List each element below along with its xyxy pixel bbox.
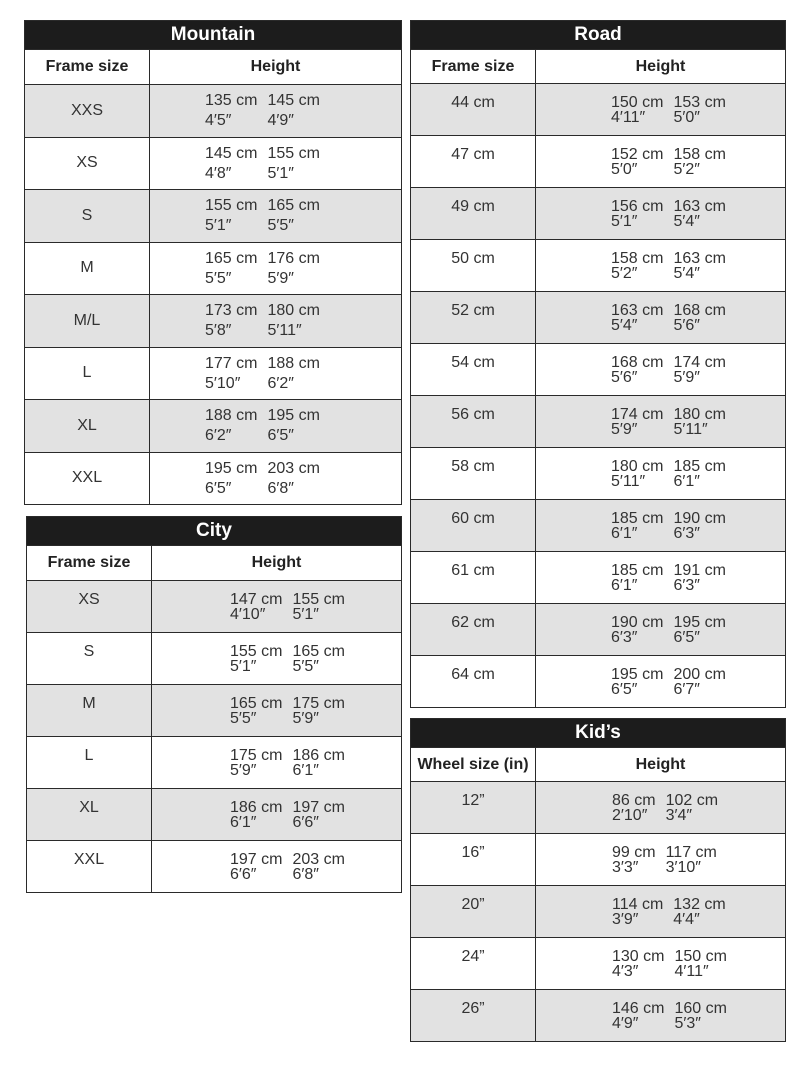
height-min-cm: 158 cm [611, 249, 664, 267]
height-min-cm: 173 cm [205, 302, 258, 320]
height-max-cm: 185 cm [673, 457, 726, 475]
height-min-ft: 4′10″ [230, 605, 266, 623]
kids-height-header: Height [536, 748, 786, 782]
height-min-ft: 6′5″ [205, 479, 232, 497]
height-max-cm: 195 cm [673, 613, 726, 631]
mountain-frame-size-header: Frame size [25, 50, 150, 85]
height-max-ft: 5′1″ [267, 164, 294, 182]
height-range-cell [536, 84, 786, 136]
kids-table-row [411, 886, 786, 938]
height-max-ft: 5′5″ [267, 217, 294, 235]
size-cell: 64 cm [411, 656, 536, 708]
height-min-cm: 195 cm [205, 459, 258, 477]
size-cell: XS [25, 137, 150, 190]
height-max-cm: 203 cm [292, 850, 345, 868]
size-cell: 54 cm [411, 344, 536, 396]
kids-table-row [411, 990, 786, 1042]
mountain-table-row [25, 242, 402, 295]
height-min-ft: 5′11″ [611, 472, 646, 490]
road-table-row [411, 240, 786, 292]
size-cell: S [27, 633, 152, 685]
road-frame-size-header: Frame size [411, 50, 536, 84]
height-min-ft: 5′1″ [230, 657, 257, 675]
height-min-ft: 5′5″ [230, 709, 257, 727]
mountain-table-row [25, 347, 402, 400]
height-range-cell [150, 190, 402, 243]
size-cell: 56 cm [411, 396, 536, 448]
height-max-ft: 3′4″ [665, 806, 693, 824]
height-max-cm: 155 cm [292, 590, 345, 608]
road-table-row [411, 448, 786, 500]
height-max-ft: 6′5″ [267, 427, 294, 445]
city-table-row [27, 789, 402, 841]
height-max-cm: 158 cm [673, 145, 726, 163]
size-cell: 16” [411, 834, 536, 886]
size-cell: XXL [25, 452, 150, 505]
height-max-ft: 5′0″ [673, 108, 700, 126]
size-cell: 62 cm [411, 604, 536, 656]
height-min-ft: 5′9″ [230, 761, 257, 779]
road-height-header: Height [536, 50, 786, 84]
height-max-cm: 155 cm [267, 144, 320, 162]
height-range-cell [150, 400, 402, 453]
height-min-cm: 195 cm [611, 665, 664, 683]
height-min-cm: 86 cm [612, 791, 656, 809]
height-range-cell [536, 834, 786, 886]
road-table-row [411, 552, 786, 604]
size-cell: XL [25, 400, 150, 453]
height-range-cell [150, 137, 402, 190]
height-range-cell [152, 737, 402, 789]
height-min-cm: 174 cm [611, 405, 664, 423]
height-max-ft: 6′8″ [267, 479, 294, 497]
height-max-cm: 163 cm [673, 249, 726, 267]
mountain-table-row [25, 85, 402, 138]
height-max-ft: 6′3″ [673, 576, 700, 594]
height-range-cell [536, 938, 786, 990]
height-min-cm: 185 cm [611, 509, 664, 527]
road-table-row [411, 188, 786, 240]
height-range-cell [536, 396, 786, 448]
mountain-table-row [25, 452, 402, 505]
height-min-ft: 4′8″ [205, 164, 232, 182]
height-range-cell [536, 886, 786, 938]
height-min-ft: 4′9″ [612, 1014, 639, 1032]
height-range-cell [150, 452, 402, 505]
height-min-cm: 130 cm [612, 947, 665, 965]
height-max-cm: 160 cm [674, 999, 727, 1017]
height-min-cm: 165 cm [230, 694, 283, 712]
height-max-ft: 5′1″ [292, 605, 319, 623]
height-max-cm: 153 cm [673, 93, 726, 111]
city-table-row [27, 737, 402, 789]
height-max-cm: 200 cm [673, 665, 726, 683]
road-table-row [411, 136, 786, 188]
mountain-size-table [24, 20, 402, 505]
height-range-cell [152, 581, 402, 633]
size-cell: 47 cm [411, 136, 536, 188]
height-min-ft: 6′1″ [611, 576, 638, 594]
height-max-cm: 203 cm [267, 459, 320, 477]
height-range-cell [536, 552, 786, 604]
mountain-table-row [25, 295, 402, 348]
height-min-cm: 150 cm [611, 93, 664, 111]
height-max-cm: 102 cm [665, 791, 719, 809]
height-min-cm: 175 cm [230, 746, 283, 764]
height-min-ft: 2′10″ [612, 806, 648, 824]
height-max-ft: 4′11″ [674, 962, 709, 980]
height-max-ft: 6′3″ [673, 524, 700, 542]
height-min-ft: 6′3″ [611, 628, 638, 646]
height-max-cm: 190 cm [673, 509, 726, 527]
height-max-ft: 6′7″ [673, 680, 700, 698]
height-max-ft: 5′9″ [673, 368, 700, 386]
height-min-cm: 155 cm [230, 642, 283, 660]
size-cell: XXL [27, 841, 152, 893]
height-max-cm: 188 cm [267, 354, 320, 372]
height-range-cell [152, 633, 402, 685]
height-range-cell [536, 240, 786, 292]
size-cell: 50 cm [411, 240, 536, 292]
height-max-cm: 180 cm [267, 302, 320, 320]
height-min-ft: 6′1″ [611, 524, 638, 542]
height-min-ft: 5′4″ [611, 316, 638, 334]
height-max-cm: 145 cm [267, 92, 320, 110]
height-max-ft: 6′8″ [292, 865, 319, 883]
height-range-cell [536, 188, 786, 240]
height-max-ft: 5′5″ [292, 657, 319, 675]
height-min-cm: 180 cm [611, 457, 664, 475]
road-table-row [411, 604, 786, 656]
height-min-cm: 99 cm [612, 843, 656, 861]
height-min-cm: 163 cm [611, 301, 664, 319]
city-table-row [27, 841, 402, 893]
height-range-cell [536, 344, 786, 396]
height-min-cm: 186 cm [230, 798, 283, 816]
height-min-cm: 165 cm [205, 249, 258, 267]
city-height-header: Height [152, 546, 402, 581]
height-max-cm: 174 cm [673, 353, 726, 371]
city-size-table [26, 516, 402, 893]
height-max-cm: 117 cm [665, 843, 717, 861]
height-max-cm: 186 cm [292, 746, 345, 764]
height-min-ft: 6′2″ [205, 427, 232, 445]
height-min-cm: 168 cm [611, 353, 664, 371]
height-max-ft: 5′2″ [673, 160, 700, 178]
height-max-ft: 5′3″ [674, 1014, 701, 1032]
kids-table-row [411, 938, 786, 990]
road-table-row [411, 344, 786, 396]
height-max-ft: 5′9″ [292, 709, 319, 727]
height-min-cm: 114 cm [612, 895, 664, 913]
height-max-cm: 180 cm [673, 405, 726, 423]
height-max-ft: 4′4″ [673, 910, 700, 928]
height-max-cm: 168 cm [673, 301, 726, 319]
height-max-cm: 191 cm [673, 561, 726, 579]
height-max-ft: 6′2″ [267, 374, 294, 392]
size-cell: 24” [411, 938, 536, 990]
size-cell: XXS [25, 85, 150, 138]
kids-size-table [410, 718, 786, 1042]
height-min-cm: 135 cm [205, 92, 258, 110]
height-min-ft: 3′3″ [612, 858, 639, 876]
road-table-row [411, 292, 786, 344]
height-min-ft: 5′10″ [205, 374, 241, 392]
height-max-cm: 150 cm [674, 947, 727, 965]
height-min-ft: 5′8″ [205, 322, 232, 340]
height-min-ft: 5′1″ [205, 217, 232, 235]
height-max-cm: 176 cm [267, 249, 320, 267]
height-min-cm: 147 cm [230, 590, 283, 608]
size-cell: S [25, 190, 150, 243]
city-frame-size-header: Frame size [27, 546, 152, 581]
height-range-cell [150, 347, 402, 400]
height-min-cm: 188 cm [205, 407, 258, 425]
height-max-ft: 5′6″ [673, 316, 700, 334]
height-max-ft: 5′4″ [673, 212, 700, 230]
height-min-ft: 4′11″ [611, 108, 646, 126]
road-table-row [411, 656, 786, 708]
height-min-ft: 5′1″ [611, 212, 638, 230]
height-min-cm: 152 cm [611, 145, 664, 163]
road-size-table [410, 20, 786, 708]
height-range-cell [150, 85, 402, 138]
height-min-ft: 3′9″ [612, 910, 639, 928]
height-min-ft: 6′5″ [611, 680, 638, 698]
height-max-cm: 197 cm [292, 798, 345, 816]
height-max-cm: 165 cm [267, 197, 320, 215]
size-cell: L [25, 347, 150, 400]
height-max-cm: 165 cm [292, 642, 345, 660]
size-cell: M [27, 685, 152, 737]
height-max-ft: 4′9″ [267, 112, 294, 130]
height-max-ft: 5′11″ [673, 420, 708, 438]
height-min-ft: 5′9″ [611, 420, 638, 438]
height-range-cell [536, 292, 786, 344]
height-min-cm: 155 cm [205, 197, 258, 215]
height-max-ft: 6′6″ [292, 813, 319, 831]
size-cell: 58 cm [411, 448, 536, 500]
mountain-table-row [25, 190, 402, 243]
mountain-table-title: Mountain [25, 21, 402, 50]
road-table-row [411, 500, 786, 552]
height-range-cell [152, 841, 402, 893]
size-cell: 20” [411, 886, 536, 938]
height-min-ft: 5′5″ [205, 269, 232, 287]
height-min-cm: 177 cm [205, 354, 258, 372]
mountain-height-header: Height [150, 50, 402, 85]
kids-table-row [411, 782, 786, 834]
height-range-cell [536, 782, 786, 834]
height-min-cm: 146 cm [612, 999, 665, 1017]
height-min-ft: 6′1″ [230, 813, 257, 831]
size-cell: 44 cm [411, 84, 536, 136]
size-cell: 61 cm [411, 552, 536, 604]
height-max-cm: 163 cm [673, 197, 726, 215]
height-range-cell [536, 604, 786, 656]
road-table-row [411, 396, 786, 448]
size-cell: 49 cm [411, 188, 536, 240]
height-range-cell [150, 242, 402, 295]
size-cell: L [27, 737, 152, 789]
height-min-cm: 185 cm [611, 561, 664, 579]
height-max-ft: 6′5″ [673, 628, 700, 646]
height-range-cell [152, 685, 402, 737]
city-table-row [27, 581, 402, 633]
size-cell: XL [27, 789, 152, 841]
height-min-ft: 5′2″ [611, 264, 638, 282]
mountain-table-row [25, 400, 402, 453]
height-max-ft: 5′4″ [673, 264, 700, 282]
height-min-cm: 156 cm [611, 197, 664, 215]
size-cell: 60 cm [411, 500, 536, 552]
height-max-cm: 195 cm [267, 407, 320, 425]
height-min-cm: 145 cm [205, 144, 258, 162]
height-max-ft: 6′1″ [292, 761, 319, 779]
kids-table-title: Kid’s [411, 719, 786, 748]
height-min-ft: 5′6″ [611, 368, 638, 386]
height-range-cell [536, 500, 786, 552]
height-min-ft: 5′0″ [611, 160, 638, 178]
size-cell: M/L [25, 295, 150, 348]
size-cell: 52 cm [411, 292, 536, 344]
height-max-ft: 5′11″ [267, 322, 302, 340]
mountain-table-row [25, 137, 402, 190]
height-range-cell [536, 136, 786, 188]
height-range-cell [536, 656, 786, 708]
height-range-cell [152, 789, 402, 841]
height-max-cm: 175 cm [292, 694, 345, 712]
height-max-ft: 3′10″ [665, 858, 701, 876]
city-table-row [27, 633, 402, 685]
height-range-cell [536, 448, 786, 500]
height-min-cm: 197 cm [230, 850, 283, 868]
size-cell: 26” [411, 990, 536, 1042]
height-min-ft: 6′6″ [230, 865, 257, 883]
size-cell: M [25, 242, 150, 295]
road-table-title: Road [411, 21, 786, 50]
height-max-cm: 132 cm [673, 895, 726, 913]
height-range-cell [536, 990, 786, 1042]
height-max-ft: 6′1″ [673, 472, 700, 490]
height-min-ft: 4′5″ [205, 112, 232, 130]
height-range-cell [150, 295, 402, 348]
size-cell: XS [27, 581, 152, 633]
height-min-cm: 190 cm [611, 613, 664, 631]
road-table-row [411, 84, 786, 136]
size-cell: 12” [411, 782, 536, 834]
kids-table-row [411, 834, 786, 886]
height-min-ft: 4′3″ [612, 962, 639, 980]
height-max-ft: 5′9″ [267, 269, 294, 287]
city-table-row [27, 685, 402, 737]
city-table-title: City [27, 517, 402, 546]
kids-wheel-size-header: Wheel size (in) [411, 748, 536, 782]
